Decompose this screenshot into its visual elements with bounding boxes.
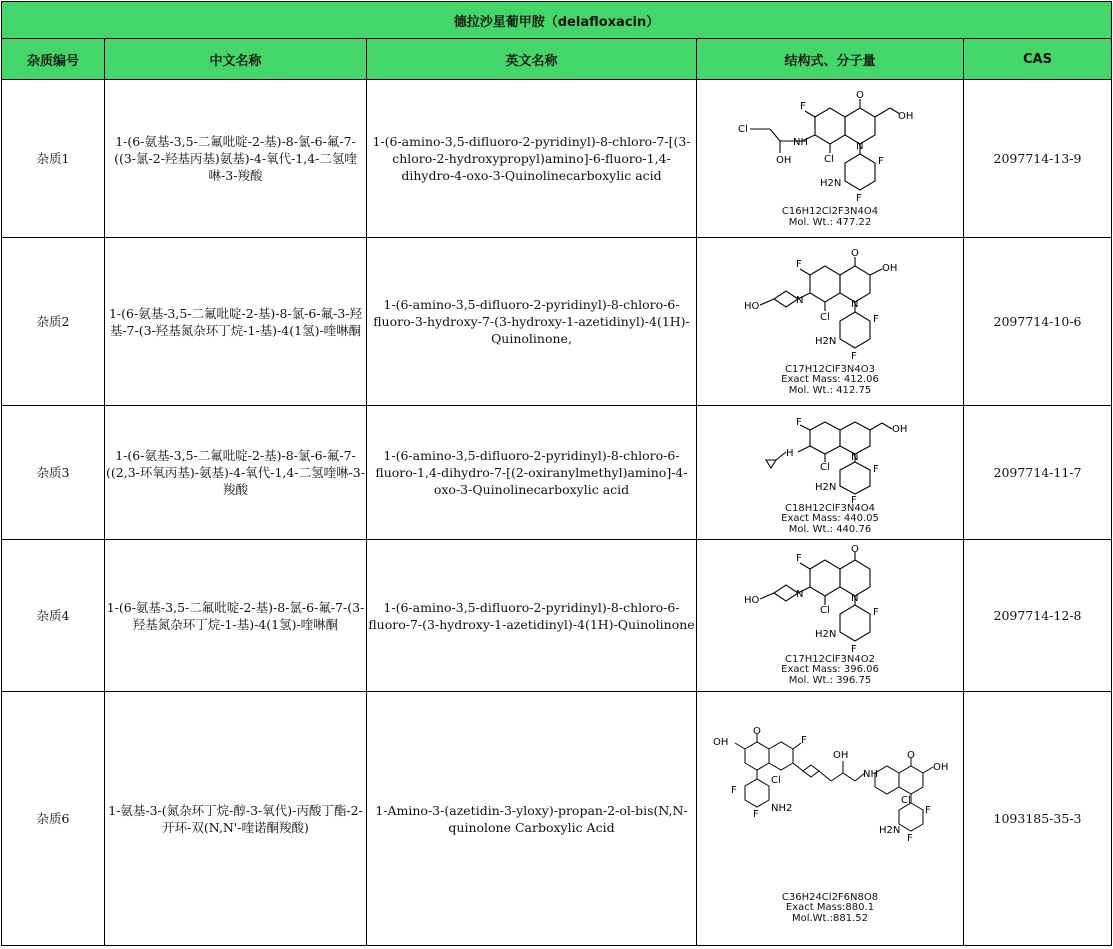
atom-label: H2N (820, 178, 842, 189)
atom-label: H2N (815, 628, 837, 640)
atom-label: Cl (824, 154, 834, 165)
atom-label: F (907, 832, 913, 844)
atom-label: H2N (879, 824, 901, 836)
molecular-weight: Mol. Wt.: 477.22 (788, 216, 872, 228)
impurity-id: 杂质2 (2, 238, 105, 406)
cn-name: 1-(6-氨基-3,5-二氟吡啶-2-基)-8-氯-6-氟-7-(3-羟基氮杂环丁烷-1-基)-4(1氢)-喹啉酮 (105, 540, 367, 692)
table-row (2, 540, 1112, 692)
table-row (2, 692, 1112, 946)
impurity-table (1, 1, 1112, 946)
atom-label: O (907, 749, 915, 761)
molecular-weight: Mol. Wt.: 412.75 (788, 384, 872, 396)
atom-label: OH (933, 761, 949, 773)
molecular-formula: C16H12Cl2F3N4O4 (781, 206, 879, 217)
header-id: 杂质编号 (2, 39, 105, 80)
atom-label: OH (898, 111, 914, 122)
cas-number: 2097714-10-6 (964, 238, 1112, 406)
impurity-id: 杂质6 (2, 692, 105, 946)
atom-label: NH (793, 137, 808, 148)
header-cn-name: 中文名称 (105, 39, 367, 80)
atom-label: OH (776, 155, 792, 166)
en-name: 1-(6-amino-3,5-difluoro-2-pyridinyl)-8-chloro-7-[(3-chloro-2-hydroxypropyl)amino]-6-fluoro-1,4-dihydro-4-oxo-3-Quinolinecarboxylic acid (367, 80, 697, 238)
exact-mass: Exact Mass:880.1 (785, 902, 875, 914)
cas-number: 2097714-13-9 (964, 80, 1112, 238)
atom-label: H2N (815, 481, 837, 493)
atom-label: Cl (820, 461, 830, 473)
structure-diagram (730, 247, 930, 365)
atom-label: H (786, 447, 794, 459)
molecular-formula: C18H12ClF3N4O4 (785, 502, 875, 514)
atom-label: F (873, 313, 879, 325)
header-cas: CAS (964, 39, 1112, 80)
atom-label: F (851, 350, 857, 362)
exact-mass: Exact Mass: 412.06 (781, 374, 879, 386)
atom-label: OH (892, 423, 908, 435)
en-name: 1-Amino-3-(azetidin-3-yloxy)-propan-2-ol-bis(N,N-quinolone Carboxylic Acid (367, 692, 697, 946)
structure-diagram (705, 713, 955, 893)
atom-label: O (856, 90, 864, 101)
en-name: 1-(6-amino-3,5-difluoro-2-pyridinyl)-8-chloro-6-fluoro-3-hydroxy-7-(3-hydroxy-1-azetidinyl)-4(1H)-Quinolinone, (367, 238, 697, 406)
molecular-weight: Mol. Wt.: 440.76 (788, 523, 872, 535)
atom-label: Cl (901, 794, 911, 806)
impurity-id: 杂质3 (2, 406, 105, 540)
table-title: 德拉沙星葡甲胺（delafloxacin） (2, 2, 1112, 39)
impurity-id: 杂质4 (2, 540, 105, 692)
atom-label: O (851, 247, 859, 259)
atom-label: F (796, 258, 802, 270)
structure-cell (697, 406, 964, 540)
atom-label: Cl (771, 774, 781, 786)
cas-number: 2097714-11-7 (964, 406, 1112, 540)
atom-label: F (925, 804, 931, 816)
structure-cell (697, 238, 964, 406)
exact-mass: Exact Mass: 440.05 (781, 513, 879, 525)
atom-label: Cl (820, 604, 830, 616)
atom-label: Cl (820, 311, 830, 323)
atom-label: F (753, 808, 759, 820)
atom-label: N (851, 298, 859, 310)
cn-name: 1-(6-氨基-3,5-二氟吡啶-2-基)-8-氯-6-氟-3-羟基-7-(3-羟基氮杂环丁烷-1-基)-4(1氢)-喹啉酮 (105, 238, 367, 406)
atom-label: HO (744, 300, 760, 312)
atom-label: F (873, 463, 879, 475)
molecular-formula: C17H12ClF3N4O2 (785, 653, 875, 665)
formula-block (697, 893, 963, 925)
cn-name: 1-氨基-3-(氮杂环丁烷-醇-3-氧代)-丙酸丁酯-2-开环-双(N,N'-喹诺酮羧酸) (105, 692, 367, 946)
molecular-formula: C36H24Cl2F6N8O8 (781, 891, 879, 903)
formula-block (697, 504, 963, 536)
atom-label: N (851, 592, 859, 604)
molecular-weight: Mol. Wt.: 396.75 (788, 674, 872, 686)
structure-diagram (720, 89, 940, 207)
cn-name: 1-(6-氨基-3,5-二氟吡啶-2-基)-8-氯-6-氟-7-((3-氯-2-羟基丙基)氨基)-4-氧代-1,4-二氢喹啉-3-羧酸 (105, 80, 367, 238)
molecular-formula: C17H12ClF3N4O3 (785, 363, 875, 375)
atom-label: HO (744, 594, 760, 606)
atom-label: NH (863, 768, 878, 780)
structure-cell (697, 692, 964, 946)
atom-label: Cl (738, 124, 748, 135)
table-row (2, 80, 1112, 238)
atom-label: O (753, 725, 761, 737)
structure-diagram (730, 545, 930, 655)
atom-label: N (851, 451, 859, 463)
structure-cell (697, 540, 964, 692)
atom-label: N (796, 294, 804, 306)
atom-label: N (796, 588, 804, 600)
en-name: 1-(6-amino-3,5-difluoro-2-pyridinyl)-8-chloro-6-fluoro-1,4-dihydro-7-[(2-oxiranylmethyl)amino]-4-oxo-3-Quinolinecarboxylic acid (367, 406, 697, 540)
atom-label: F (878, 156, 884, 167)
exact-mass: Exact Mass: 396.06 (781, 664, 879, 676)
structure-diagram (730, 410, 930, 504)
header-structure: 结构式、分子量 (697, 39, 964, 80)
atom-label: NH2 (771, 802, 793, 814)
atom-label: F (800, 101, 806, 112)
cas-number: 1093185-35-3 (964, 692, 1112, 946)
atom-label: F (796, 552, 802, 564)
atom-label: O (851, 544, 859, 555)
atom-label: H2N (815, 335, 837, 347)
atom-label: F (796, 416, 802, 428)
table-row (2, 406, 1112, 540)
atom-label: F (873, 606, 879, 618)
formula-block (697, 207, 963, 228)
cn-name: 1-(6-氨基-3,5-二氟吡啶-2-基)-8-氯-6-氟-7-((2,3-环氧丙基)-氨基)-4-氧代-1,4-二氢喹啉-3-羧酸 (105, 406, 367, 540)
atom-label: F (731, 784, 737, 796)
en-name: 1-(6-amino-3,5-difluoro-2-pyridinyl)-8-chloro-6-fluoro-7-(3-hydroxy-1-azetidinyl)-4(1H)-Quinolinone (367, 540, 697, 692)
atom-label: F (801, 734, 807, 746)
structure-cell (697, 80, 964, 238)
atom-label: F (856, 193, 862, 204)
molecular-weight: Mol.Wt.:881.52 (791, 912, 869, 924)
formula-block (697, 365, 963, 397)
table-row (2, 238, 1112, 406)
atom-label: F (851, 494, 857, 504)
atom-label: N (856, 141, 864, 152)
header-en-name: 英文名称 (367, 39, 697, 80)
cas-number: 2097714-12-8 (964, 540, 1112, 692)
atom-label: F (851, 643, 857, 655)
atom-label: OH (833, 749, 849, 761)
formula-block (697, 655, 963, 687)
atom-label: OH (713, 736, 729, 748)
impurity-id: 杂质1 (2, 80, 105, 238)
atom-label: OH (882, 262, 898, 274)
